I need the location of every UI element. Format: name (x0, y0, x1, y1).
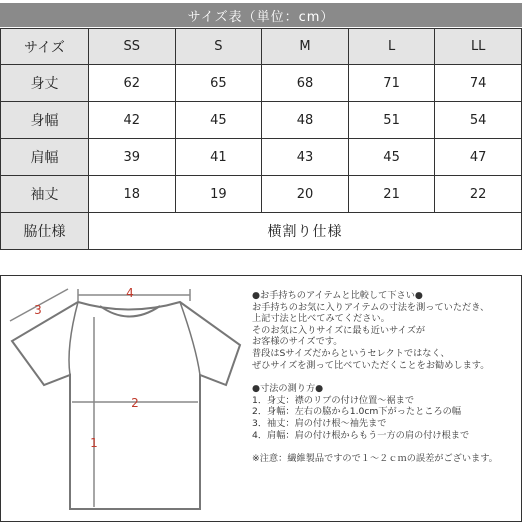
table-row (1, 139, 522, 176)
row-label: 身丈 (1, 65, 89, 102)
marker-1: 1 (90, 436, 98, 450)
chart-title: サイズ表（単位：cm） (0, 3, 522, 27)
column-header: LL (435, 29, 522, 65)
spec-label: 脇仕様 (1, 213, 89, 250)
note-line: 1．身丈：襟のリブの付け位置～裾まで (252, 394, 415, 406)
table-cell: 71 (348, 65, 435, 102)
row-label: 袖丈 (1, 176, 89, 213)
caution-block (252, 453, 520, 465)
tshirt-diagram (4, 277, 244, 517)
note-line: 普段はSサイズだからというセレクトではなく、 (252, 347, 450, 359)
table-header-row (1, 29, 522, 65)
spec-value: 横割り仕様 (89, 213, 522, 250)
marker-2: 2 (131, 396, 139, 410)
table-cell: 54 (435, 102, 522, 139)
tshirt-armhole-left (69, 302, 78, 375)
column-header: L (348, 29, 435, 65)
table-cell: 62 (89, 65, 176, 102)
note-line: お客様のサイズです。 (252, 336, 343, 348)
row-label: 身幅 (1, 102, 89, 139)
measure-block (252, 383, 520, 441)
table-cell: 74 (435, 65, 522, 102)
table-cell: 41 (175, 139, 262, 176)
table-row (1, 102, 522, 139)
intro-block (252, 290, 520, 371)
column-header: SS (89, 29, 176, 65)
table-cell: 18 (89, 176, 176, 213)
table-cell: 39 (89, 139, 176, 176)
table-cell: 42 (89, 102, 176, 139)
table-cell: 47 (435, 139, 522, 176)
table-cell: 19 (175, 176, 262, 213)
note-line: 2．身幅：左右の脇から1.0cm下がったところの幅 (252, 406, 462, 418)
note-line: お手持ちのお気に入りアイテムの寸法を測っていただき、 (252, 301, 490, 313)
table-cell: 68 (262, 65, 349, 102)
table-cell: 45 (348, 139, 435, 176)
table-cell: 22 (435, 176, 522, 213)
column-header: S (175, 29, 262, 65)
corner-label: サイズ (1, 29, 89, 65)
tshirt-outline (12, 302, 240, 509)
tshirt-armhole-right (180, 302, 200, 375)
column-header: M (262, 29, 349, 65)
table-cell: 45 (175, 102, 262, 139)
note-line: 3．袖丈：肩の付け根～袖先まで (252, 417, 387, 429)
note-line: 上記寸法と比べてみてください。 (252, 313, 390, 325)
table-cell: 48 (262, 102, 349, 139)
table-row (1, 176, 522, 213)
marker-3: 3 (34, 303, 42, 317)
note-line: そのお気に入りサイズに最も近いサイズが (252, 324, 426, 336)
note-line: ぜひサイズを測って比べていただくことをお勧めします。 (252, 359, 490, 371)
marker-4: 4 (126, 286, 134, 300)
table-cell: 43 (262, 139, 349, 176)
table-cell: 65 (175, 65, 262, 102)
row-label: 肩幅 (1, 139, 89, 176)
note-line: ●寸法の測り方● (252, 383, 324, 395)
caution-line: ※注意：繊維製品ですので１～２ｃｍの誤差がございます。 (252, 453, 498, 465)
note-line: ●お手持ちのアイテムと比較して下さい● (252, 290, 423, 301)
table-cell: 51 (348, 102, 435, 139)
measurement-notes (252, 290, 520, 477)
table-cell: 20 (262, 176, 349, 213)
table-row (1, 65, 522, 102)
spec-row (1, 213, 522, 250)
table-cell: 21 (348, 176, 435, 213)
size-table (0, 28, 522, 250)
note-line: 4．肩幅：肩の付け根からもう一方の肩の付け根まで (252, 429, 470, 441)
